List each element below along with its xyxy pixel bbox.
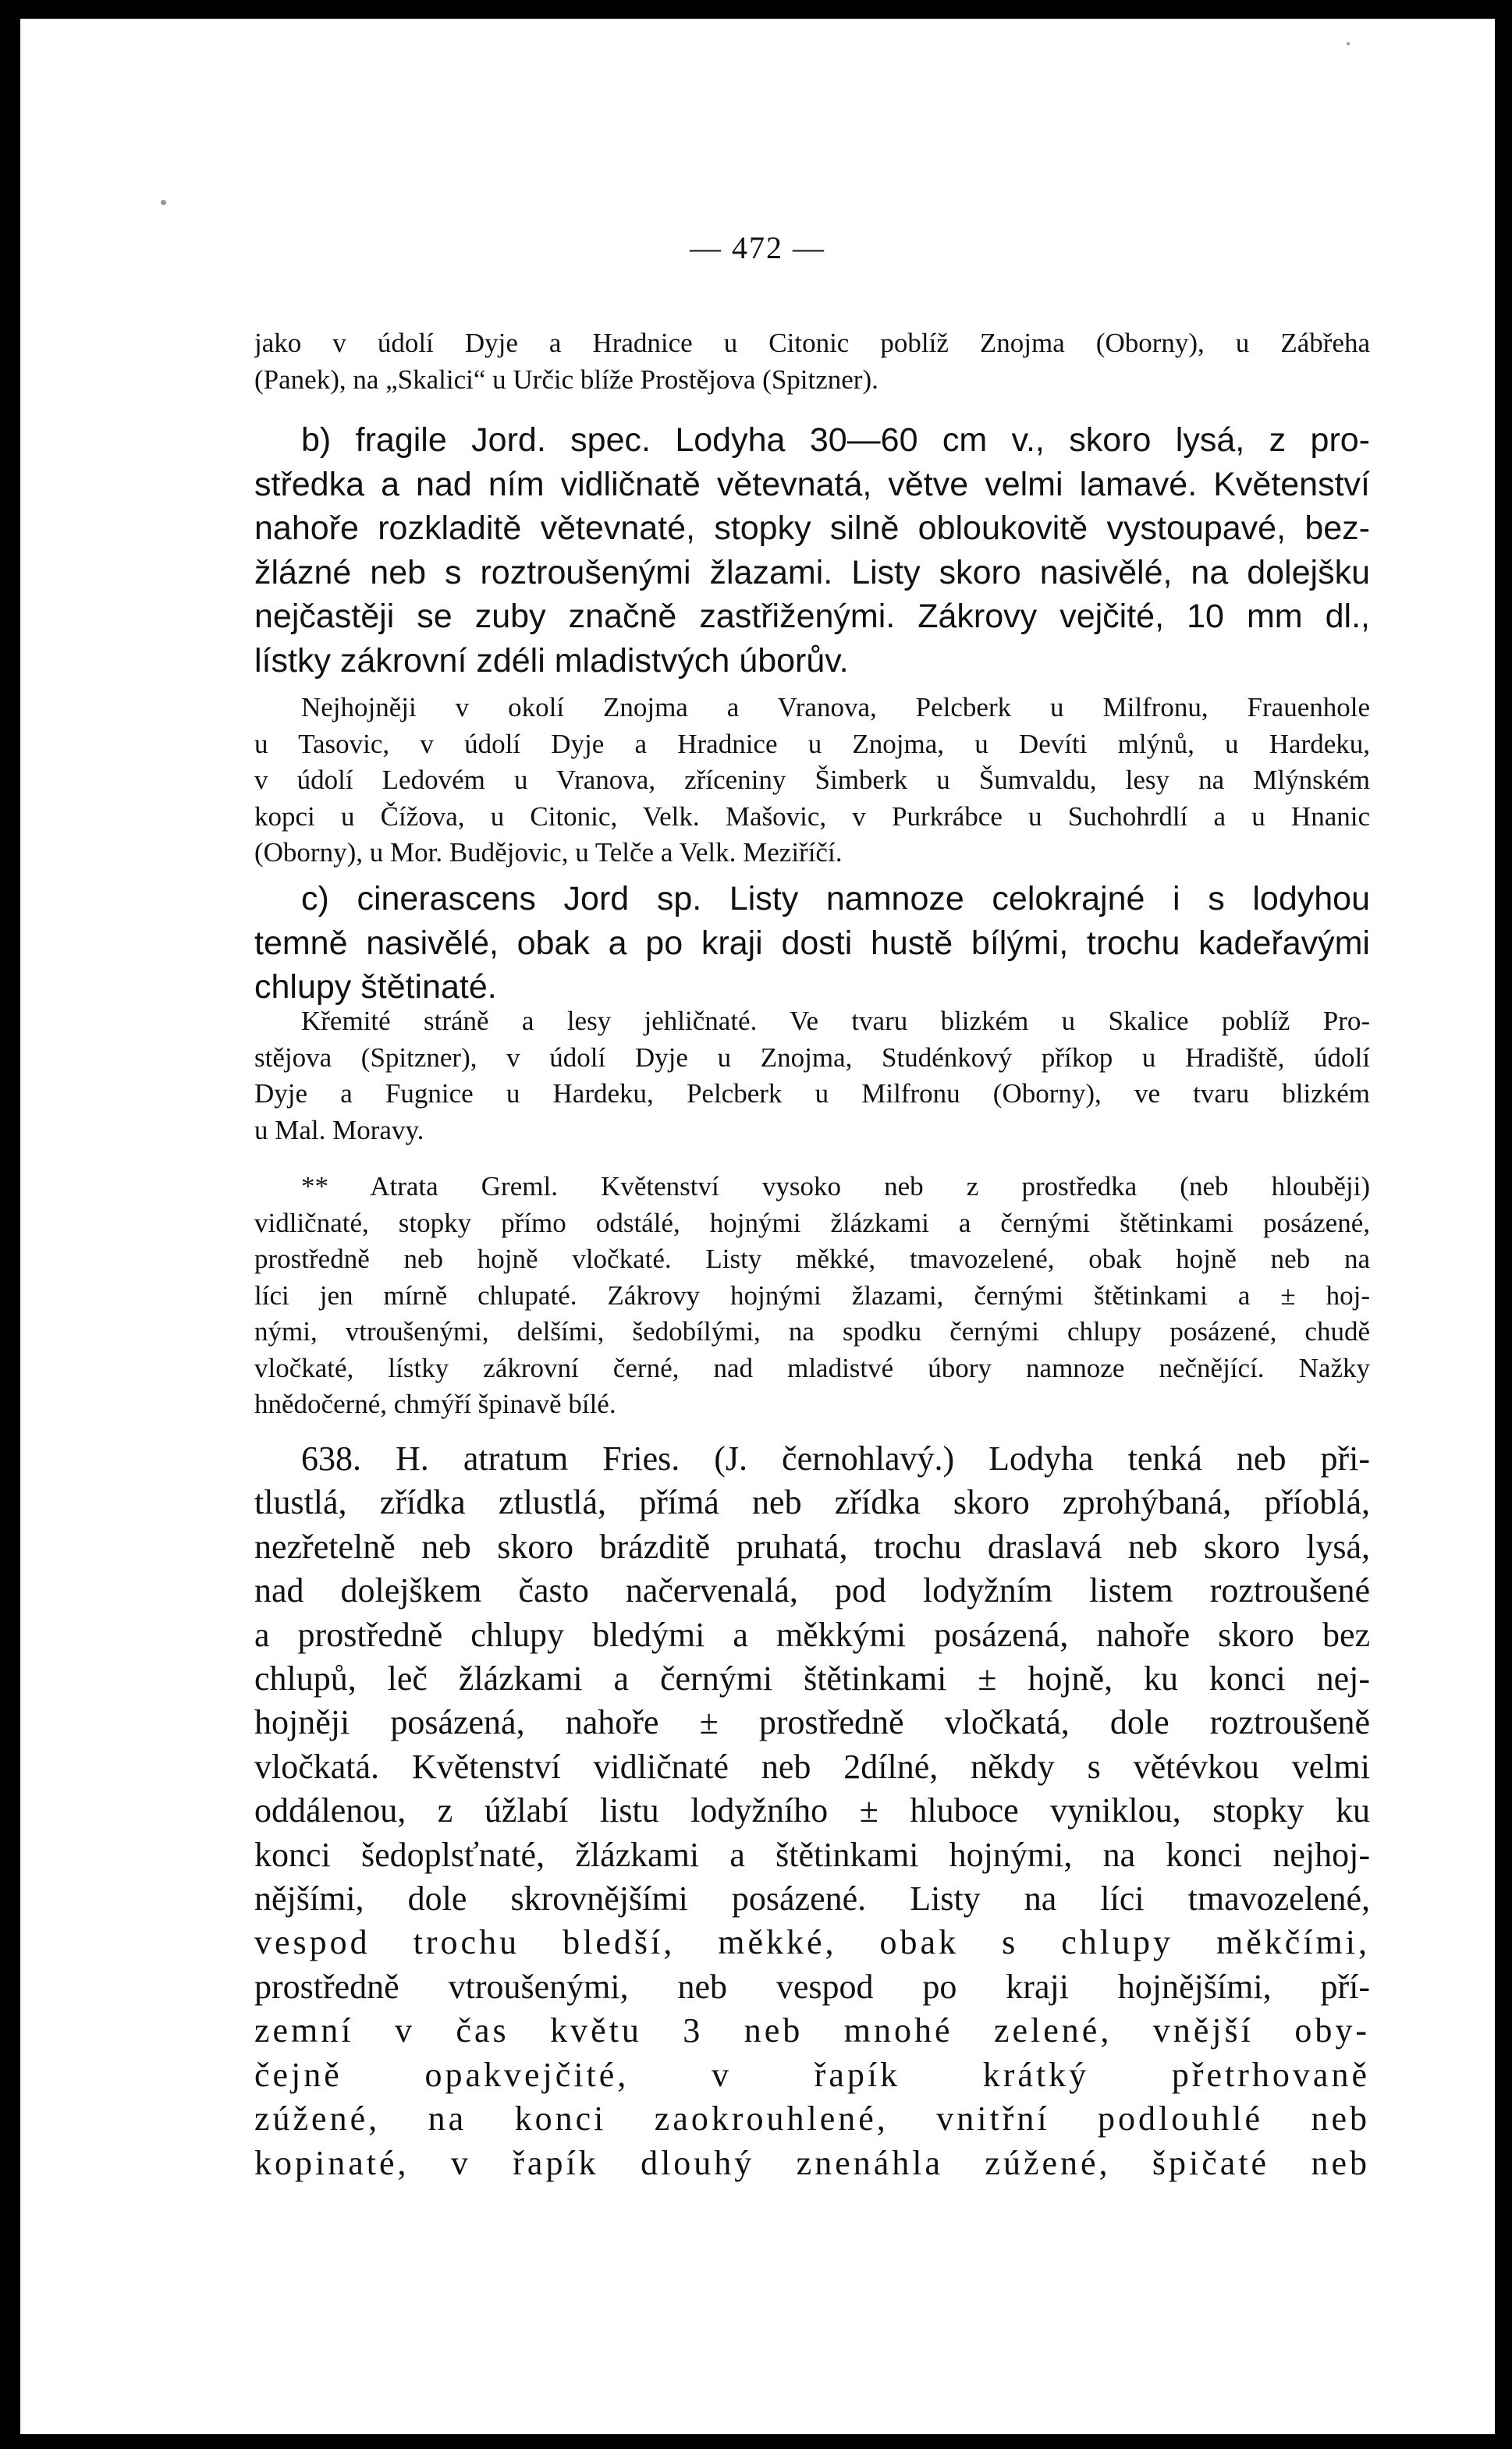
text-line: Křemité stráně a lesy jehličnaté. Ve tvaru blizkém u Skalice poblíž Pro- — [301, 1006, 1370, 1036]
text-line: oddálenou, z úžlabí listu lodyžního ± hluboce vyniklou, stopky ku — [254, 1791, 1370, 1830]
text-line: a prostředně chlupy bledými a měkkými posázená, nahoře skoro bez — [254, 1615, 1370, 1654]
text-line: u Mal. Moravy. — [254, 1114, 424, 1145]
text-line: Dyje a Fugnice u Hardeku, Pelcberk u Milfronu (Oborny), ve tvaru blizkém — [254, 1078, 1370, 1109]
text-line: c) cinerascens Jord sp. Listy namnoze celokrajné i s lodyhou — [301, 880, 1370, 917]
text-line: 638. H. atratum Fries. (J. černohlavý.) Lodyha tenká neb při- — [301, 1439, 1370, 1478]
text-line: stějova (Spitzner), v údolí Dyje u Znojma, Studénkový příkop u Hradiště, údolí — [254, 1042, 1370, 1073]
text-line: lístky zákrovní zdéli mladistvých úborův. — [254, 641, 849, 680]
text-line: zemní v čas květu 3 neb mnohé zelené, vnější oby- — [254, 2011, 1370, 2050]
text-line: (Panek), na „Skalici“ u Určic blíže Prostějova (Spitzner). — [254, 364, 878, 395]
text-line: (Oborny), u Mor. Budějovic, u Telče a Velk. Meziříčí. — [254, 837, 843, 868]
text-line: nými, vtroušenými, delšími, šedobílými, na spodku černými chlupy posázené, chudě — [254, 1316, 1370, 1347]
paragraph-atrata — [254, 1169, 1370, 1423]
text-line: nejčastěji se zuby značně zastřiženými. Zákrovy vejčité, 10 mm dl., — [254, 598, 1370, 635]
text-line: kopinaté, v řapík dlouhý znenáhla zúžené, špičaté neb — [254, 2143, 1370, 2182]
text-line: prostředně vtroušenými, neb vespod po kraji hojnějšími, pří- — [254, 1967, 1370, 2006]
text-line: vločkatá. Květenství vidličnaté neb 2dílné, někdy s větévkou velmi — [254, 1747, 1370, 1786]
scan-speck — [1347, 42, 1350, 45]
text-line: vidličnaté, stopky přímo odstálé, hojnými žlázkami a černými štětinkami posázené, — [254, 1207, 1370, 1238]
book-page — [20, 19, 1495, 2434]
paragraph-cinerascens — [254, 877, 1370, 1010]
text-line: čejně opakvejčité, v řapík krátký přetrhovaně — [254, 2055, 1370, 2094]
text-line: vespod trochu bledší, měkké, obak s chlupy měkčími, — [254, 1923, 1370, 1962]
text-line: tlustlá, zřídka ztlustlá, přímá neb zřídka skoro zprohýbaná, příoblá, — [254, 1483, 1370, 1522]
text-line: hojněji posázená, nahoře ± prostředně vločkatá, dole roztroušeně — [254, 1703, 1370, 1742]
paragraph-fragile-localities — [254, 690, 1370, 871]
paragraph-fragile — [254, 418, 1370, 683]
paragraph-hieracium-atratum — [254, 1437, 1370, 2185]
text-line: nahoře rozkladitě větevnaté, stopky silně obloukovitě vystoupavé, bez- — [254, 509, 1370, 547]
text-line: středka a nad ním vidličnatě větevnatá, větve velmi lamavé. Květenství — [254, 465, 1370, 503]
text-line: zúžené, na konci zaokrouhlené, vnitřní podlouhlé neb — [254, 2099, 1370, 2138]
text-line: chlupů, leč žlázkami a černými štětinkami ± hojně, ku konci nej- — [254, 1659, 1370, 1698]
text-line: žlázné neb s roztroušenými žlazami. Listy skoro nasivělé, na dolejšku — [254, 553, 1370, 591]
text-line: jako v údolí Dyje a Hradnice u Citonic poblíž Znojma (Oborny), u Zábřeha — [254, 328, 1370, 358]
text-line: ** Atrata Greml. Květenství vysoko neb z prostředka (neb hlouběji) — [301, 1171, 1370, 1201]
text-line: temně nasivělé, obak a po kraji dosti hustě bílými, trochu kadeřavými — [254, 924, 1370, 962]
text-line: chlupy štětinaté. — [254, 968, 497, 1006]
text-line: u Tasovic, v údolí Dyje a Hradnice u Znojma, u Devíti mlýnů, u Hardeku, — [254, 728, 1370, 759]
text-line: hnědočerné, chmýří špinavě bílé. — [254, 1389, 616, 1419]
text-line: nezřetelně neb skoro brázditě pruhatá, trochu draslavá neb skoro lysá, — [254, 1527, 1370, 1566]
text-line: b) fragile Jord. spec. Lodyha 30—60 cm v., skoro lysá, z pro- — [301, 421, 1370, 459]
text-line: kopci u Čížova, u Citonic, Velk. Mašovic, v Purkrábce u Suchohrdlí a u Hnanic — [254, 800, 1370, 832]
text-line: v údolí Ledovém u Vranova, zříceniny Šimberk u Šumvaldu, lesy na Mlýnském — [254, 765, 1370, 795]
text-line: líci jen mírně chlupaté. Zákrovy hojnými žlazami, černými štětinkami a ± hoj- — [254, 1280, 1370, 1311]
text-line: nad dolejškem často načervenalá, pod lodyžním listem roztroušené — [254, 1571, 1370, 1610]
paragraph-cinerascens-localities — [254, 1003, 1370, 1148]
text-line: konci šedoplsťnaté, žlázkami a štětinkami hojnými, na konci nejhoj- — [254, 1835, 1370, 1874]
paragraph-locality-continuation — [254, 325, 1370, 398]
text-line: Nejhojněji v okolí Znojma a Vranova, Pelcberk u Milfronu, Frauenhole — [301, 692, 1370, 722]
text-line: prostředně neb hojně vločkaté. Listy měkké, tmavozelené, obak hojně neb na — [254, 1244, 1370, 1274]
text-line: vločkaté, lístky zákrovní černé, nad mladistvé úbory namnoze nečnějící. Nažky — [254, 1352, 1370, 1383]
scan-speck — [161, 200, 166, 205]
page-number: — 472 — — [690, 230, 825, 265]
text-line: nějšími, dole skrovnějšími posázené. Listy na líci tmavozelené, — [254, 1879, 1370, 1918]
